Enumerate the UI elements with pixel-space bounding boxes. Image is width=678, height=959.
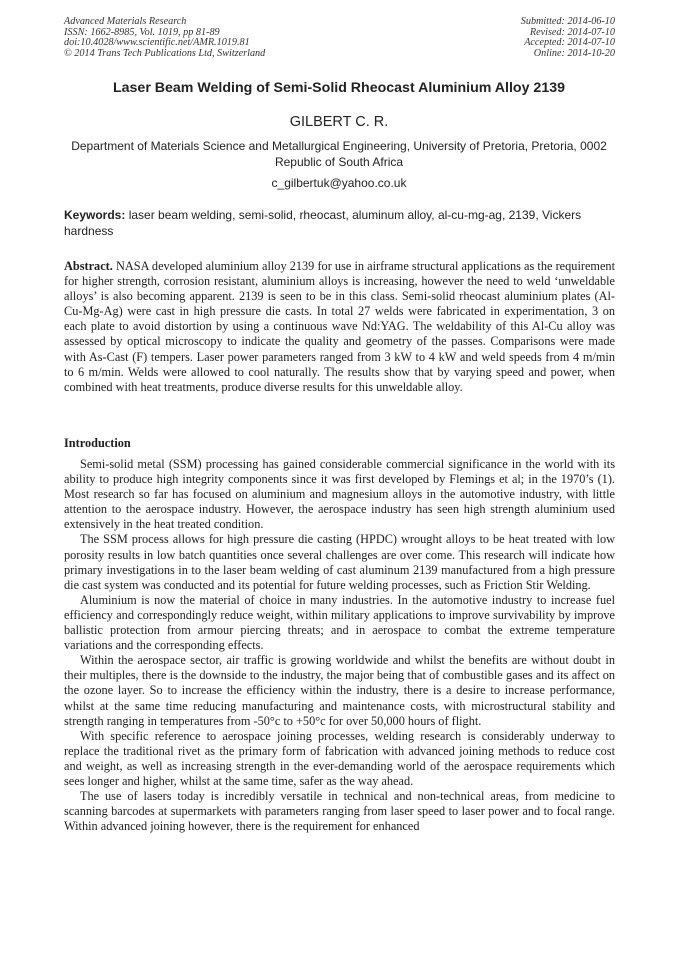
paragraph: The use of lasers today is incredibly versatile in technical and non-technical areas, from medicine to scanning barcodes at supermarkets with parameters ranging from laser speed to laser power and to focal range. Within advanced joining however, there is the requirement for enhanced [64, 789, 615, 834]
accepted-date: Accepted: 2014-07-10 [524, 37, 615, 49]
introduction-heading: Introduction [64, 436, 131, 450]
author-name: GILBERT C. R. [289, 114, 389, 130]
abstract-text: NASA developed aluminium alloy 2139 for use in airframe structural applications as the requirement for higher strength, corrosion resistant, aluminium alloys is increasing, however the need to weld ‘unweldable alloys’ is also becoming apparent. 2139 is seen to be in this class. Semi-solid rheocast aluminium plates (Al-Cu-Mg-Ag) were cast in high pressure die casts. In total 27 welds were fabricated in experimentation, 3 on each plate to avoid distortion by using a continuous wave Nd:YAG. The weldability of this Al-Cu alloy was assessed by optical microscopy to indicate the quality and geometry of the passes. Comparisons were made with As-Cast (F) tempers. Laser power parameters ranged from 3 kW to 4 kW and weld speeds from 4 m/min to 6 m/min. Welds were allowed to cool naturally. The results show that by varying speed and power, when combined with heat treatments, produce diverse results for this unweldable alloy. [64, 259, 615, 394]
abstract-label: Abstract. [64, 259, 113, 273]
paragraph: Within the aerospace sector, air traffic is growing worldwide and whilst the benefits are without doubt in their multiples, there is the downside to the industry, the major being that of combustible gases and its affect on the ozone layer. So to increase the efficiency within the industry, there is a desire to increase performance, whilst at the same time reducing manufacturing and maintenance costs, with microstructural stability and strength ranging in temperatures from -50°c to +50°c for over 50,000 hours of flight. [64, 653, 615, 728]
copyright-line: © 2014 Trans Tech Publications Ltd, Switzerland [64, 47, 266, 59]
abstract [64, 259, 615, 395]
keywords-label: Keywords: [64, 208, 126, 222]
author-email: c_gilbertuk@yahoo.co.uk [271, 176, 407, 190]
paragraph: With specific reference to aerospace joining processes, welding research is considerably underway to replace the traditional rivet as the primary form of fabrication with advanced joining methods to reduce cost and weight, as well as increasing strength in the ever-demanding world of the aerospace requirements which sees longer and higher, whilst at the same time, safer as the way ahead. [64, 728, 615, 788]
paragraph: The SSM process allows for high pressure die casting (HPDC) wrought alloys to be heat treated with low porosity results in low batch quantities once several challenges are over come. This research will indicate how primary investigations in to the laser beam welding of cast aluminum 2139 manufactured from a high pressure die cast system was conducted and its potential for future welding processes, such as Friction Stir Welding. [64, 532, 615, 592]
journal-name: Advanced Materials Research [64, 16, 187, 27]
revised-date: Revised: 2014-07-10 [529, 26, 615, 38]
publication-dates [521, 17, 615, 59]
paragraph: Aluminium is now the material of choice in many industries. In the automotive industry to increase fuel efficiency and correspondingly reduce weight, within military applications to improve survivability by improve ballistic protection from armour piercing threats; and in aerospace to combat the extreme temperature variations and the corresponding effects. [64, 592, 615, 653]
submitted-date: Submitted: 2014-06-10 [520, 16, 615, 27]
introduction-body [64, 457, 615, 834]
author-affiliation: Department of Materials Science and Metallurgical Engineering, University of Pretoria, Pretoria, 0002 Republic of South Africa [71, 139, 607, 169]
keywords-text: laser beam welding, semi-solid, rheocast, aluminum alloy, al-cu-mg-ag, 2139, Vickers hardness [64, 208, 582, 238]
paper-title: Laser Beam Welding of Semi-Solid Rheocast Aluminium Alloy 2139 [112, 80, 565, 96]
issn-line: ISSN: 1662-8985, Vol. 1019, pp 81-89 [64, 26, 220, 38]
paragraph: Semi-solid metal (SSM) processing has gained considerable commercial significance in the world with its ability to produce high integrity components since it was first developed by Flemings et al; in the 1970’s (1). Most research so far has focused on aluminium and magnesium alloys in the automotive industry, with little attention to the aerospace industry. However, the aerospace industry has seen high strength aluminium used extensively in the heat treated condition. [64, 457, 615, 532]
journal-info [64, 17, 265, 59]
online-date: Online: 2014-10-20 [533, 47, 615, 59]
doi-line: doi:10.4028/www.scientific.net/AMR.1019.81 [64, 37, 250, 49]
keywords [64, 208, 615, 239]
